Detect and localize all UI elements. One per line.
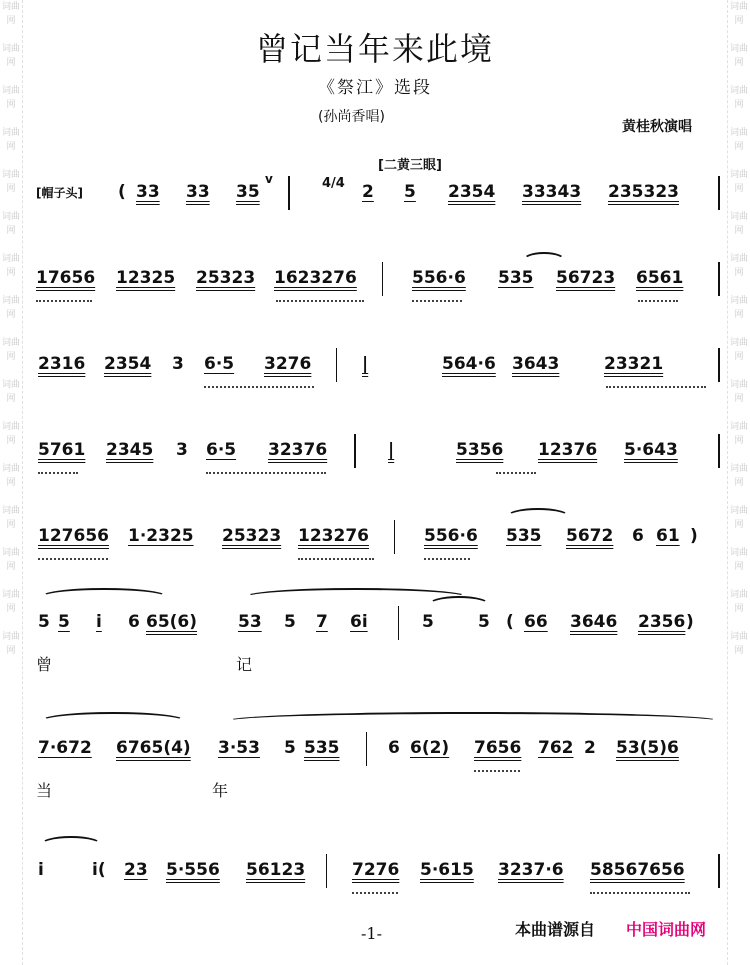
slur xyxy=(40,588,168,606)
note-token: ( xyxy=(118,182,126,202)
barline xyxy=(718,176,720,210)
score-row-2 xyxy=(36,268,722,314)
note-token: 25323 xyxy=(222,526,282,546)
site-link[interactable]: 中国词曲网 xyxy=(626,920,707,939)
note-token: ) xyxy=(686,612,694,632)
note-token: 12376 xyxy=(538,440,598,460)
barline xyxy=(718,854,720,888)
barline xyxy=(336,348,337,382)
note-token: 7·672 xyxy=(38,738,92,758)
note-token: 5 xyxy=(478,612,490,632)
note-token: 61 xyxy=(656,526,680,546)
barline xyxy=(288,176,290,210)
note-token: 2 xyxy=(584,738,596,758)
note-token: 35 xyxy=(236,182,260,202)
octave-dots xyxy=(412,294,462,302)
banqiang-label: [二黄三眼] xyxy=(378,158,442,173)
note-token: 564·6 xyxy=(442,354,496,374)
note-token: 58567656 xyxy=(590,860,685,880)
octave-dots xyxy=(590,886,690,894)
lyric: 年 xyxy=(212,781,229,800)
note-token: 5 xyxy=(38,612,50,632)
octave-dots xyxy=(638,294,678,302)
note-token: 6i xyxy=(350,612,368,632)
note-token: 556·6 xyxy=(424,526,478,546)
note-token: 5 xyxy=(422,612,434,632)
barline xyxy=(398,606,399,640)
note-token: 65(6) xyxy=(146,612,198,632)
note-token: 6 xyxy=(128,612,140,632)
note-token: 5·643 xyxy=(624,440,678,460)
note-token: 7276 xyxy=(352,860,400,880)
score-row-1 xyxy=(36,172,722,228)
score-row-4 xyxy=(36,440,722,486)
note-token: 535 xyxy=(498,268,534,288)
octave-dots xyxy=(298,552,374,560)
note-token: 762 xyxy=(538,738,574,758)
octave-dots xyxy=(38,552,108,560)
note-token: 2354 xyxy=(104,354,152,374)
time-signature: 4/4 xyxy=(322,176,345,191)
note-token: 6(2) xyxy=(410,738,450,758)
note-token: 66 xyxy=(524,612,548,632)
note-token: 535 xyxy=(506,526,542,546)
note-token: ( xyxy=(506,612,514,632)
octave-dots xyxy=(424,552,470,560)
lyric: 曾 xyxy=(36,655,53,674)
note-token: 235323 xyxy=(608,182,679,202)
barline xyxy=(326,854,327,888)
note-token: 25323 xyxy=(196,268,256,288)
octave-dots xyxy=(496,466,536,474)
note-token: 3 xyxy=(176,440,188,460)
lyric: 记 xyxy=(236,655,253,674)
octave-dots xyxy=(606,380,706,388)
slur xyxy=(40,712,186,730)
note-token: 5672 xyxy=(566,526,614,546)
note-token: ) xyxy=(690,526,698,546)
note-token: 6561 xyxy=(636,268,684,288)
note-token: 1·2325 xyxy=(128,526,194,546)
slur xyxy=(40,836,102,854)
score-row-3 xyxy=(36,354,722,400)
note-token: | xyxy=(388,440,395,460)
note-token: 6·5 xyxy=(204,354,235,374)
octave-dots xyxy=(204,380,314,388)
slur xyxy=(226,712,720,730)
lyric: 当 xyxy=(36,781,53,800)
note-token: 7 xyxy=(316,612,328,632)
barline xyxy=(366,732,367,766)
note-token: 23321 xyxy=(604,354,664,374)
note-token: 5356 xyxy=(456,440,504,460)
note-token: 3643 xyxy=(512,354,560,374)
note-token: 123276 xyxy=(298,526,369,546)
note-token: 2354 xyxy=(448,182,496,202)
octave-dots xyxy=(474,764,520,772)
note-token: 12325 xyxy=(116,268,176,288)
note-token: i xyxy=(38,860,44,880)
note-token: 33 xyxy=(186,182,210,202)
watermark-right: 词曲网 词曲网 词曲网 词曲网 词曲网 词曲网 词曲网 词曲网 词曲网 词曲网 词曲网 词曲网 词曲网 词曲网 词曲网 词曲网 xyxy=(727,0,750,965)
barline xyxy=(718,434,720,468)
octave-dots xyxy=(276,294,364,302)
note-token: 2345 xyxy=(106,440,154,460)
watermark-left: 词曲网 词曲网 词曲网 词曲网 词曲网 词曲网 词曲网 词曲网 词曲网 词曲网 词曲网 词曲网 词曲网 词曲网 词曲网 词曲网 xyxy=(0,0,23,965)
page-title: 曾记当年来此境 xyxy=(255,30,494,68)
note-token: 53 xyxy=(238,612,262,632)
score-row-7 xyxy=(36,738,722,800)
note-token: 3 xyxy=(172,354,184,374)
performer-credit: 黄桂秋演唱 xyxy=(622,119,692,135)
note-token: 7656 xyxy=(474,738,522,758)
barline xyxy=(718,262,720,296)
octave-dots xyxy=(352,886,398,894)
barline xyxy=(718,348,720,382)
note-token: 5 xyxy=(58,612,70,632)
note-token: 535 xyxy=(304,738,340,758)
score-row-6 xyxy=(36,612,722,674)
prefix-label: [帽子头] xyxy=(36,186,83,200)
note-token: 5 xyxy=(284,738,296,758)
note-token: 56723 xyxy=(556,268,616,288)
note-token: 2356 xyxy=(638,612,686,632)
note-token: 6 xyxy=(388,738,400,758)
note-token: i( xyxy=(92,860,106,880)
note-token: 5·615 xyxy=(420,860,474,880)
octave-dots xyxy=(206,466,326,474)
page-number: -1- xyxy=(361,924,382,943)
note-token: 6·5 xyxy=(206,440,237,460)
note-token: 33 xyxy=(136,182,160,202)
note-token: 53(5)6 xyxy=(616,738,679,758)
score-row-5 xyxy=(36,526,722,572)
slur xyxy=(506,508,570,526)
note-token: 2 xyxy=(362,182,374,202)
note-token: 127656 xyxy=(38,526,109,546)
note-token: 5·556 xyxy=(166,860,220,880)
barline xyxy=(382,262,383,296)
note-token: 32376 xyxy=(268,440,328,460)
note-token: 5 xyxy=(404,182,416,202)
note-token: 6765(4) xyxy=(116,738,191,758)
note-token: 3·53 xyxy=(218,738,260,758)
note-token: 2316 xyxy=(38,354,86,374)
note-token: 3276 xyxy=(264,354,312,374)
note-token: 23 xyxy=(124,860,148,880)
score-row-8 xyxy=(36,860,722,906)
note-token: 17656 xyxy=(36,268,96,288)
note-token: | xyxy=(362,354,369,374)
barline xyxy=(394,520,395,554)
note-token: 1623276 xyxy=(274,268,357,288)
note-token: 33343 xyxy=(522,182,582,202)
source-label: 本曲谱源自 xyxy=(515,920,596,939)
octave-dots xyxy=(36,294,92,302)
note-token: i xyxy=(96,612,102,632)
note-token: 3237·6 xyxy=(498,860,564,880)
subtitle: 《祭江》选段 xyxy=(318,78,432,98)
note-token: 3646 xyxy=(570,612,618,632)
note-token: 556·6 xyxy=(412,268,466,288)
note-token: 5761 xyxy=(38,440,86,460)
octave-dots xyxy=(38,466,78,474)
singer-note: (孙尚香唱) xyxy=(318,109,385,125)
note-token: 56123 xyxy=(246,860,306,880)
breath-mark: v xyxy=(265,172,273,186)
note-token: 6 xyxy=(632,526,644,546)
note-token: 5 xyxy=(284,612,296,632)
barline xyxy=(354,434,356,468)
